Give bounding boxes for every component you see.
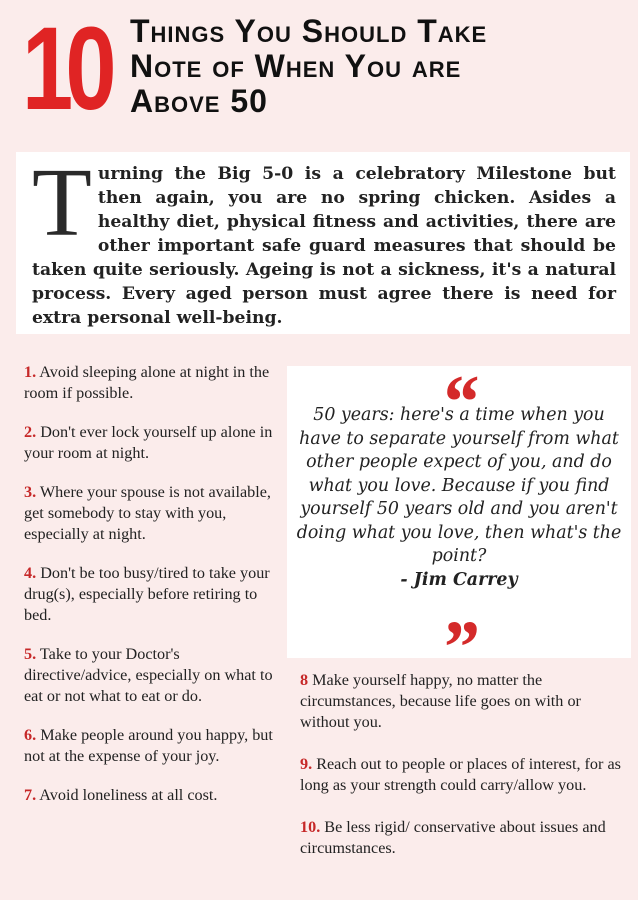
tip-number: 3. xyxy=(24,483,37,501)
tip-text: Don't ever lock yourself up alone in your room at night. xyxy=(24,423,273,462)
tip-number: 8 xyxy=(300,671,309,689)
open-quote-icon: “ xyxy=(440,360,478,444)
tip-item xyxy=(300,670,632,733)
tip-item xyxy=(24,644,276,707)
drop-cap: T xyxy=(32,149,92,257)
close-quote-icon: ” xyxy=(440,606,478,690)
quote-author: - Jim Carrey xyxy=(400,569,518,590)
tip-item xyxy=(300,754,632,796)
quote-box xyxy=(287,360,631,690)
tip-item xyxy=(300,817,632,859)
tip-number: 9. xyxy=(300,755,313,773)
tip-item xyxy=(24,785,276,806)
tip-item xyxy=(24,482,276,545)
tip-item xyxy=(24,563,276,626)
tip-text: Reach out to people or places of interest, for as long as your strength could carry/allow you. xyxy=(300,755,621,794)
intro-paragraph xyxy=(32,149,616,330)
tip-text: Make yourself happy, no matter the circumstances, because life goes on with or without you. xyxy=(300,671,581,731)
tip-text: Where your spouse is not available, get somebody to stay with you, especially at night. xyxy=(24,483,271,543)
tip-text: Make people around you happy, but not at the expense of your joy. xyxy=(24,726,273,765)
title-line: Above 50 xyxy=(130,83,268,119)
tip-number: 6. xyxy=(24,726,37,744)
tips-list-left xyxy=(24,362,276,824)
tip-text: Be less rigid/ conservative about issues and circumstances. xyxy=(300,818,606,857)
quote-body: 50 years: here's a time when you have to separate yourself from what other people expect of you, and do what you love. Because if you find yourself 50 years old and you aren't doing what you love, then what's the point? xyxy=(296,405,622,566)
tip-number: 5. xyxy=(24,645,37,663)
tip-number: 1. xyxy=(24,363,37,381)
title-line: Note of When You are xyxy=(130,48,462,84)
tip-text: Don't be too busy/tired to take your drug(s), especially before retiring to bed. xyxy=(24,564,270,624)
tip-text: Take to your Doctor's directive/advice, especially on what to eat or not what to eat or do. xyxy=(24,645,273,705)
tip-number: 4. xyxy=(24,564,37,582)
tips-list-right xyxy=(300,670,632,880)
tip-item xyxy=(24,422,276,464)
title-number: 10 xyxy=(22,3,109,135)
tip-text: Avoid loneliness at all cost. xyxy=(39,786,218,804)
intro-text: urning the Big 5-0 is a celebratory Milestone but then again, you are no spring chicken. Asides a healthy diet, physical fitness and activities, there are other important safe guard measures that should be taken quite seriously. Ageing is not a sickness, it's a natural process. Every aged person must agree there is need for extra personal well-being. xyxy=(32,164,616,328)
tip-item xyxy=(24,725,276,767)
intro-box xyxy=(16,149,630,334)
tip-number: 7. xyxy=(24,786,37,804)
tip-text: Avoid sleeping alone at night in the room if possible. xyxy=(24,363,270,402)
title-line: Things You Should Take xyxy=(130,13,488,49)
tip-item xyxy=(24,362,276,404)
quote-text xyxy=(293,404,625,592)
tip-number: 2. xyxy=(24,423,37,441)
tip-number: 10. xyxy=(300,818,321,836)
page-title xyxy=(130,14,630,119)
